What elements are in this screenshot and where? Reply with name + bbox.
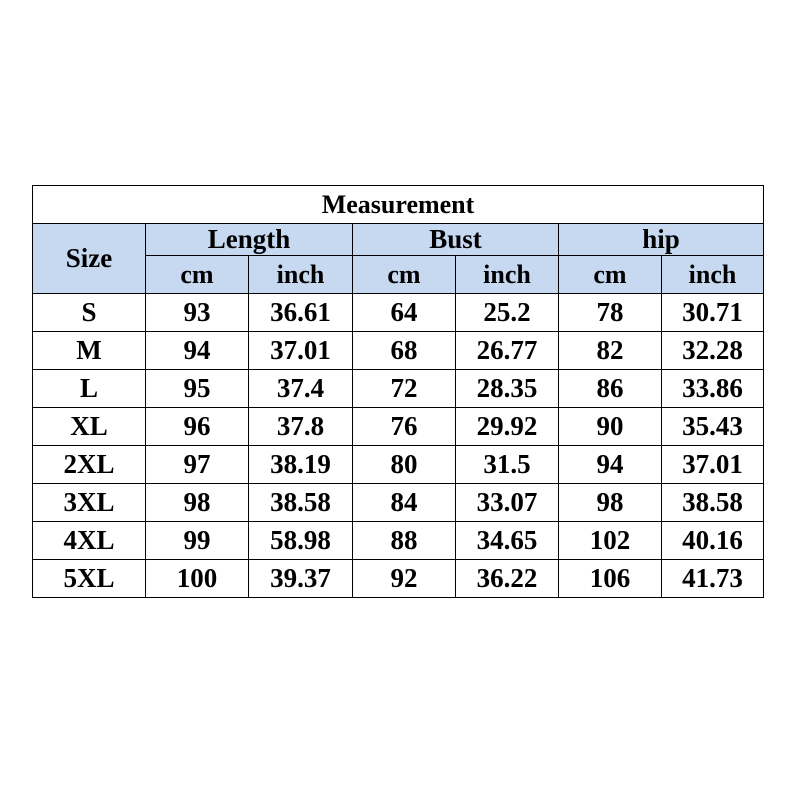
hip-cm-cell: 86 <box>559 370 662 408</box>
hip-cm-cell: 98 <box>559 484 662 522</box>
length-cm-cell: 99 <box>146 522 249 560</box>
hip-cm-cell: 90 <box>559 408 662 446</box>
length-inch-cell: 37.8 <box>249 408 353 446</box>
bust-inch-cell: 34.65 <box>456 522 559 560</box>
length-inch-cell: 36.61 <box>249 294 353 332</box>
table-row <box>33 560 764 598</box>
size-header: Size <box>33 224 146 294</box>
table-row <box>33 446 764 484</box>
hip-inch-cell: 38.58 <box>662 484 764 522</box>
title-row <box>33 186 764 224</box>
length-cm-cell: 97 <box>146 446 249 484</box>
bust-inch-cell: 28.35 <box>456 370 559 408</box>
hip-inch-cell: 33.86 <box>662 370 764 408</box>
length-cm-cell: 96 <box>146 408 249 446</box>
hip-cm-cell: 78 <box>559 294 662 332</box>
length-cm-cell: 100 <box>146 560 249 598</box>
bust-cm-cell: 92 <box>353 560 456 598</box>
bust-cm-header: cm <box>353 256 456 294</box>
size-cell: 2XL <box>33 446 146 484</box>
length-inch-cell: 37.4 <box>249 370 353 408</box>
table-row <box>33 294 764 332</box>
length-cm-cell: 94 <box>146 332 249 370</box>
hip-inch-cell: 30.71 <box>662 294 764 332</box>
hip-inch-cell: 37.01 <box>662 446 764 484</box>
measurement-table <box>32 185 764 598</box>
bust-cm-cell: 64 <box>353 294 456 332</box>
size-cell: M <box>33 332 146 370</box>
hip-inch-cell: 41.73 <box>662 560 764 598</box>
size-cell: L <box>33 370 146 408</box>
length-inch-cell: 38.19 <box>249 446 353 484</box>
hip-cm-cell: 106 <box>559 560 662 598</box>
length-inch-cell: 39.37 <box>249 560 353 598</box>
bust-inch-cell: 29.92 <box>456 408 559 446</box>
length-cm-header: cm <box>146 256 249 294</box>
hip-cm-cell: 82 <box>559 332 662 370</box>
hip-header: hip <box>559 224 764 256</box>
bust-cm-cell: 80 <box>353 446 456 484</box>
bust-cm-cell: 84 <box>353 484 456 522</box>
table-body <box>33 186 764 598</box>
hip-cm-header: cm <box>559 256 662 294</box>
bust-inch-cell: 25.2 <box>456 294 559 332</box>
hip-inch-cell: 35.43 <box>662 408 764 446</box>
hip-cm-cell: 94 <box>559 446 662 484</box>
bust-inch-header: inch <box>456 256 559 294</box>
table-row <box>33 332 764 370</box>
bust-inch-cell: 31.5 <box>456 446 559 484</box>
table-row <box>33 484 764 522</box>
bust-cm-cell: 76 <box>353 408 456 446</box>
length-cm-cell: 95 <box>146 370 249 408</box>
length-cm-cell: 93 <box>146 294 249 332</box>
hip-inch-cell: 40.16 <box>662 522 764 560</box>
bust-cm-cell: 88 <box>353 522 456 560</box>
size-cell: 3XL <box>33 484 146 522</box>
hip-cm-cell: 102 <box>559 522 662 560</box>
length-cm-cell: 98 <box>146 484 249 522</box>
bust-inch-cell: 33.07 <box>456 484 559 522</box>
table-row <box>33 522 764 560</box>
length-header: Length <box>146 224 353 256</box>
hip-inch-header: inch <box>662 256 764 294</box>
length-inch-header: inch <box>249 256 353 294</box>
length-inch-cell: 58.98 <box>249 522 353 560</box>
size-cell: 4XL <box>33 522 146 560</box>
bust-cm-cell: 68 <box>353 332 456 370</box>
group-header-row <box>33 224 764 256</box>
length-inch-cell: 37.01 <box>249 332 353 370</box>
table-row <box>33 408 764 446</box>
table-row <box>33 370 764 408</box>
bust-header: Bust <box>353 224 559 256</box>
size-cell: S <box>33 294 146 332</box>
table-title: Measurement <box>33 186 764 224</box>
bust-inch-cell: 26.77 <box>456 332 559 370</box>
bust-inch-cell: 36.22 <box>456 560 559 598</box>
size-cell: 5XL <box>33 560 146 598</box>
hip-inch-cell: 32.28 <box>662 332 764 370</box>
bust-cm-cell: 72 <box>353 370 456 408</box>
length-inch-cell: 38.58 <box>249 484 353 522</box>
size-cell: XL <box>33 408 146 446</box>
